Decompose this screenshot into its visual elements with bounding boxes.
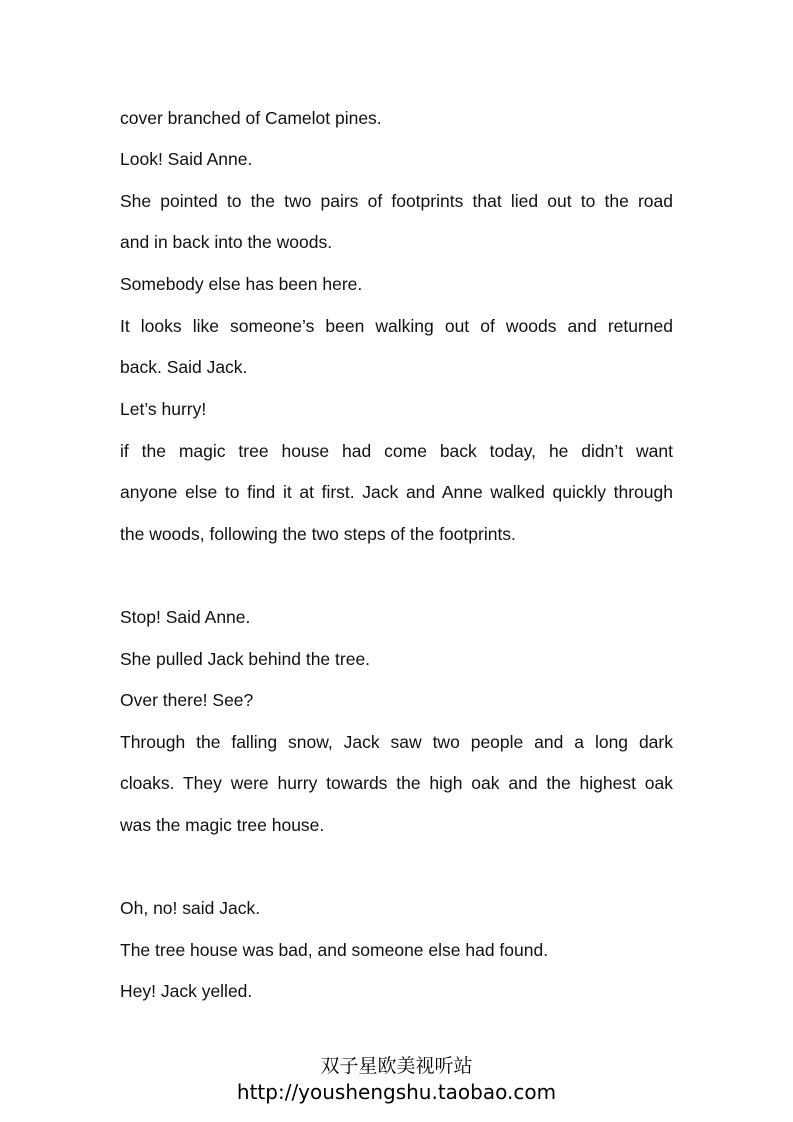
text-line: Oh, no! said Jack. xyxy=(120,898,261,918)
text-line: Through the falling snow, Jack saw two people and a long dark xyxy=(120,732,673,752)
text-line: Let’s hurry! xyxy=(120,399,207,419)
text-line: the woods, following the two steps of the footprints. xyxy=(120,524,516,544)
footer-url: http://youshengshu.taobao.com xyxy=(236,1080,557,1104)
text-line: was the magic tree house. xyxy=(120,815,325,835)
text-line: Over there! See? xyxy=(120,690,254,710)
text-line: if the magic tree house had come back today, he didn’t want xyxy=(120,441,673,461)
text-line: She pointed to the two pairs of footprints that lied out to the road xyxy=(120,191,673,211)
text-line: It looks like someone’s been walking out of woods and returned xyxy=(120,316,673,336)
text-line: back. Said Jack. xyxy=(120,357,248,377)
text-line: Hey! Jack yelled. xyxy=(120,981,253,1001)
text-line: She pulled Jack behind the tree. xyxy=(120,649,371,669)
footer-shop-name: 双子星欧美视听站 xyxy=(320,1055,473,1077)
text-line: cover branched of Camelot pines. xyxy=(120,108,382,128)
text-line: Stop! Said Anne. xyxy=(120,607,251,627)
text-line: The tree house was bad, and someone else had found. xyxy=(120,940,549,960)
text-line: anyone else to find it at first. Jack and Anne walked quickly through xyxy=(120,482,673,502)
text-line: Somebody else has been here. xyxy=(120,274,363,294)
text-line: and in back into the woods. xyxy=(120,232,333,252)
text-line: cloaks. They were hurry towards the high oak and the highest oak xyxy=(120,773,673,793)
text-line: Look! Said Anne. xyxy=(120,149,253,169)
